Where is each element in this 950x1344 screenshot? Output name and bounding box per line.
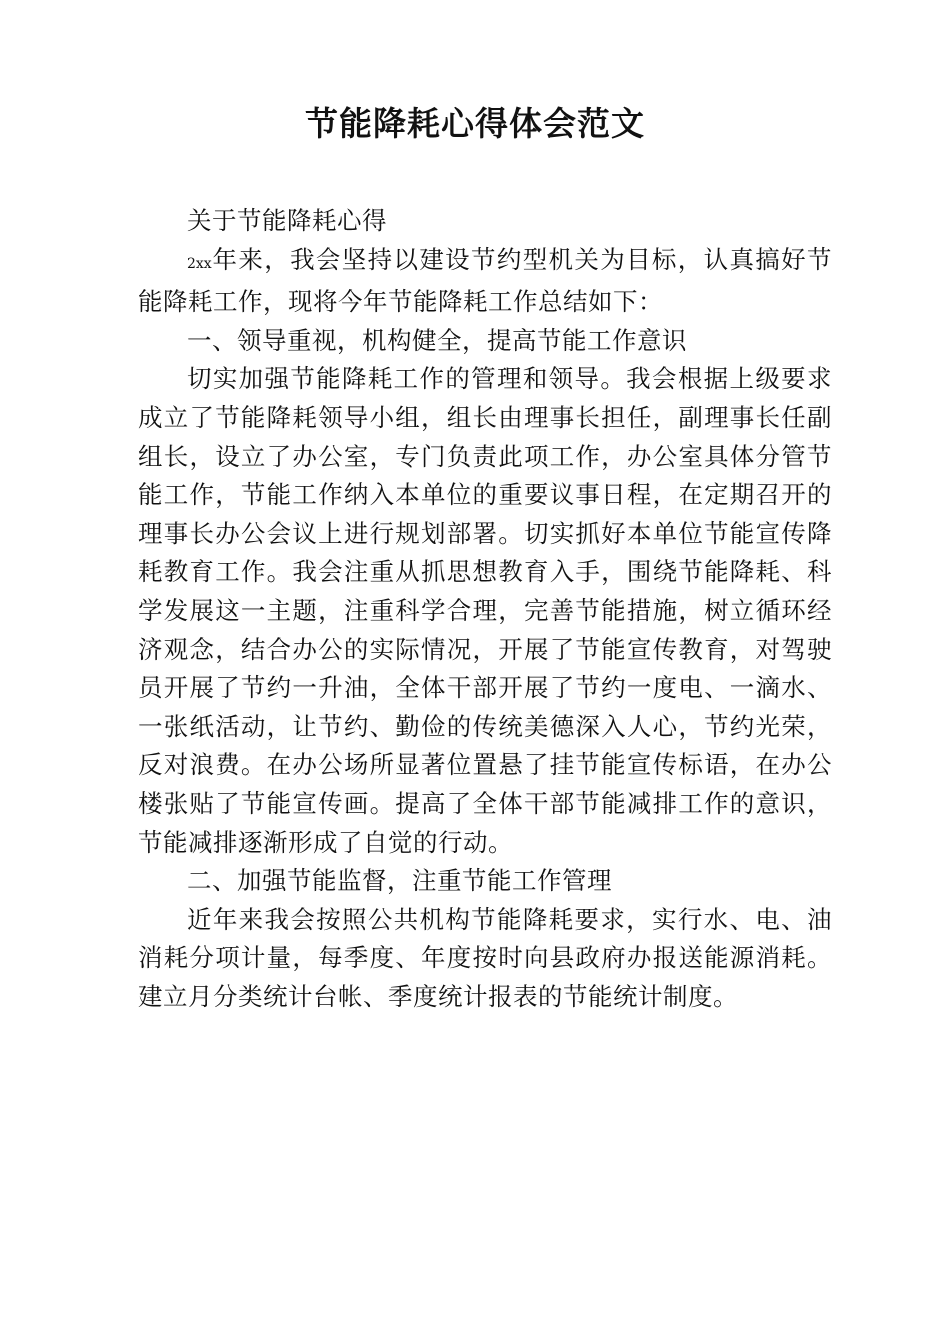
section1-heading: 一、领导重视，机构健全，提高节能工作意识 [187,325,687,355]
section1-paragraph: 切实加强节能降耗工作的管理和领导。我会根据上级要求成立了节能降耗领导小组，组长由理事长担任，副理事长任副组长，设立了办公室，专门负责此项工作，办公室具体分管节能工作，节能工作纳入本单位的重要议事日程，在定期召开的理事长办公会议上进行规划部署。切实抓好本单位节能宣传降耗教育工作。我会注重从抓思想教育入手，围绕节能降耗、科学发展这一主题，注重科学合理，完善节能措施，树立循环经济观念，结合办公的实际情况，开展了节能宣传教育，对驾驶员开展了节约一升油，全体干部开展了节约一度电、一滴水、一张纸活动，让节约、勤俭的传统美德深入人心，节约光荣，反对浪费。在办公场所显著位置悬了挂节能宣传标语，在办公楼张贴了节能宣传画。提高了全体干部节能减排工作的意识，节能减排逐渐形成了自觉的行动。 [138,364,832,857]
document-title: 节能降耗心得体会范文 [305,104,645,143]
intro-text: 年来，我会坚持以建设节约型机关为目标，认真搞好节能降耗工作，现将今年节能降耗工作总结如下： [138,244,832,317]
year-prefix: 2xx [187,255,212,272]
document-body [138,202,832,1016]
section2-heading: 二、加强节能监督，注重节能工作管理 [187,866,612,896]
intro-paragraph [138,241,832,322]
section2-paragraph: 近年来我会按照公共机构节能降耗要求，实行水、电、油消耗分项计量，每季度、年度按时向县政府办报送能源消耗。建立月分类统计台帐、季度统计报表的节能统计制度。 [138,904,832,1011]
document-heading: 关于节能降耗心得 [187,206,387,235]
